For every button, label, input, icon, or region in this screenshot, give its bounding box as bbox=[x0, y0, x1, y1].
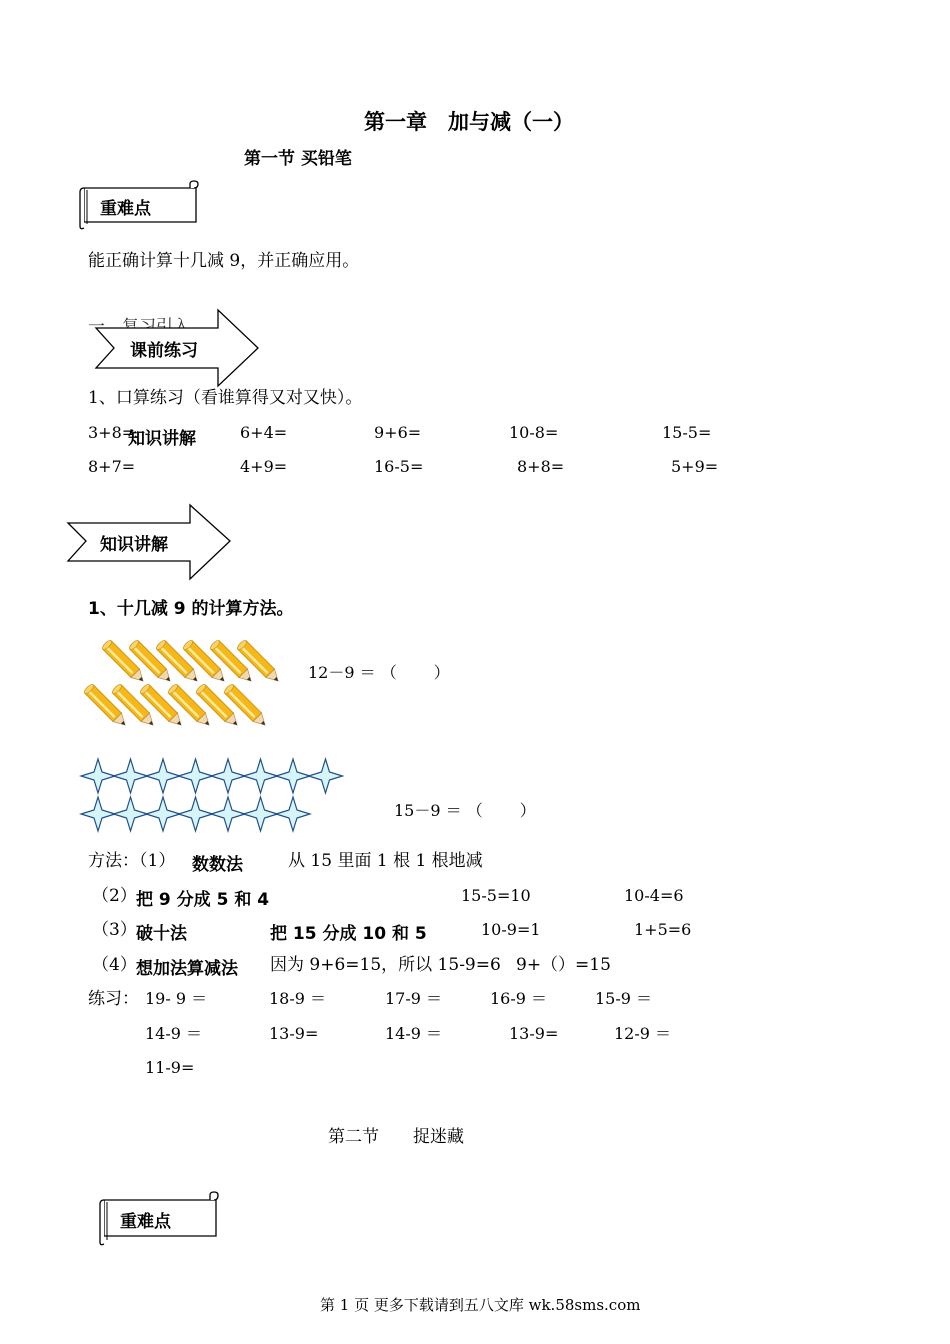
knowledge-overlay-label: 知识讲解 bbox=[128, 429, 196, 449]
pencil-equation: 12－9 ＝ （ ） bbox=[308, 663, 450, 682]
method3-name: 破十法 bbox=[136, 924, 187, 944]
star-icon bbox=[211, 759, 245, 793]
pencils-illustration bbox=[80, 638, 280, 738]
mental-math-title: 1、口算练习（看谁算得又对又快）。 bbox=[88, 388, 363, 408]
practice-item: 13-9= bbox=[509, 1024, 559, 1043]
key-points-text: 能正确计算十几减 9，并正确应用。 bbox=[88, 251, 360, 271]
practice-item: 18-9 ＝ bbox=[269, 989, 327, 1008]
method3-prefix: （3） bbox=[92, 920, 137, 940]
practice-item: 16-9 ＝ bbox=[490, 989, 548, 1008]
pre-practice-label: 课前练习 bbox=[130, 341, 198, 361]
method2-eq1: 15-5=10 bbox=[461, 886, 531, 905]
exercise: 5+9= bbox=[671, 457, 719, 476]
star-icon bbox=[244, 797, 278, 831]
method3-eq2: 1+5=6 bbox=[634, 920, 692, 939]
page-footer: 第 1 页 更多下载请到五八文库 wk.58sms.com bbox=[320, 1296, 641, 1314]
star-icon bbox=[146, 759, 180, 793]
section2-title: 第二节 捉迷藏 bbox=[328, 1127, 464, 1147]
method4-prefix: （4） bbox=[92, 955, 137, 975]
practice-item: 11-9= bbox=[145, 1058, 195, 1077]
star-icon bbox=[81, 797, 115, 831]
practice-label: 练习： bbox=[88, 989, 139, 1009]
star-icon bbox=[114, 797, 148, 831]
method1-prefix: 方法：（1） bbox=[88, 851, 176, 871]
review-title: 一、复习引入 bbox=[88, 317, 190, 337]
practice-item: 13-9= bbox=[269, 1024, 319, 1043]
exercise: 8+8= bbox=[517, 457, 565, 476]
section2-key-points-label: 重难点 bbox=[120, 1212, 171, 1232]
star-equation: 15－9 ＝ （ ） bbox=[394, 801, 536, 820]
practice-item: 19- 9 ＝ bbox=[145, 989, 208, 1008]
star-icon bbox=[276, 797, 310, 831]
stars-illustration bbox=[80, 756, 350, 836]
knowledge-label: 知识讲解 bbox=[100, 535, 168, 555]
star-icon bbox=[244, 759, 278, 793]
exercise: 8+7= bbox=[88, 457, 136, 476]
star-icon bbox=[211, 797, 245, 831]
star-icon bbox=[179, 797, 213, 831]
star-icon bbox=[309, 759, 343, 793]
method2-prefix: （2） bbox=[92, 886, 137, 906]
method4-desc: 因为 9+6=15，所以 15-9=6 bbox=[270, 955, 501, 975]
method3-eq1: 10-9=1 bbox=[481, 920, 541, 939]
star-icon bbox=[276, 759, 310, 793]
method2-name: 把 9 分成 5 和 4 bbox=[136, 890, 270, 910]
exercise: 9+6= bbox=[374, 423, 422, 442]
method2-eq2: 10-4=6 bbox=[624, 886, 684, 905]
exercise: 15-5= bbox=[662, 423, 712, 442]
method4-name: 想加法算减法 bbox=[136, 959, 238, 979]
star-icon bbox=[146, 797, 180, 831]
method1-desc: 从 15 里面 1 根 1 根地减 bbox=[288, 851, 483, 871]
star-icon bbox=[114, 759, 148, 793]
method-title: 1、十几减 9 的计算方法。 bbox=[88, 599, 294, 619]
method1-name: 数数法 bbox=[192, 855, 243, 875]
practice-item: 14-9 ＝ bbox=[385, 1024, 443, 1043]
exercise: 6+4= bbox=[240, 423, 288, 442]
practice-item: 17-9 ＝ bbox=[385, 989, 443, 1008]
exercise: 16-5= bbox=[374, 457, 424, 476]
exercise: 10-8= bbox=[509, 423, 559, 442]
exercise: 3+8= bbox=[88, 423, 136, 442]
method4-eq: 9+（）=15 bbox=[516, 955, 611, 975]
method3-desc: 把 15 分成 10 和 5 bbox=[270, 924, 427, 944]
practice-item: 15-9 ＝ bbox=[595, 989, 653, 1008]
practice-item: 14-9 ＝ bbox=[145, 1024, 203, 1043]
star-icon bbox=[179, 759, 213, 793]
key-points-label: 重难点 bbox=[100, 199, 151, 219]
exercise: 4+9= bbox=[240, 457, 288, 476]
chapter-title: 第一章 加与减（一） bbox=[364, 110, 574, 134]
star-icon bbox=[81, 759, 115, 793]
practice-item: 12-9 ＝ bbox=[614, 1024, 672, 1043]
section1-title: 第一节 买铅笔 bbox=[244, 149, 352, 169]
